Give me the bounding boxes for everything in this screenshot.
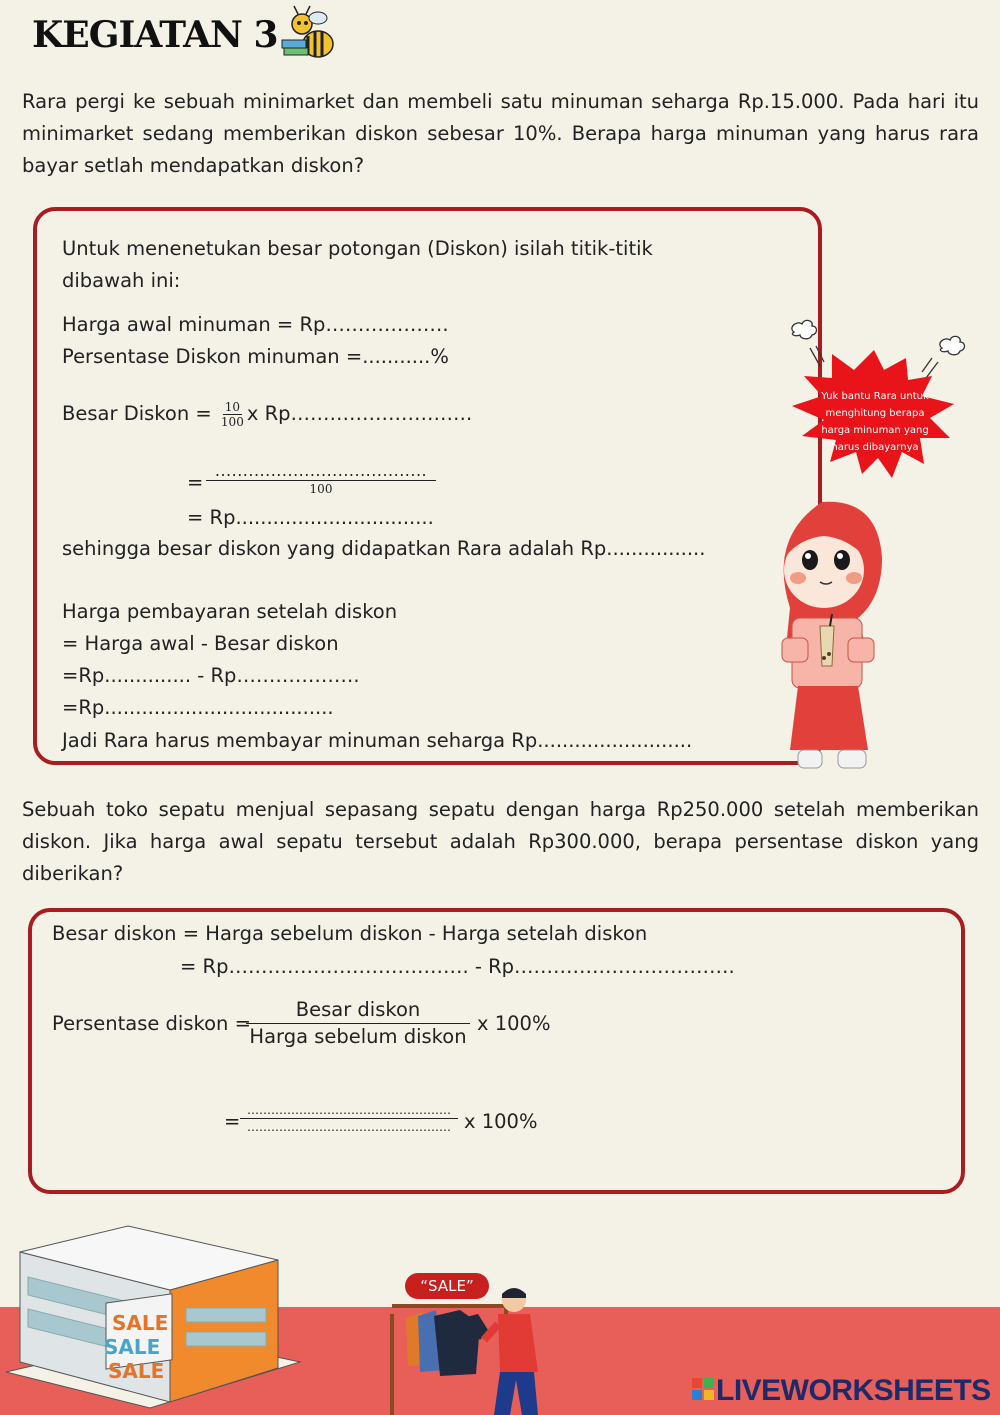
formula-line: = Harga awal - Besar diskon xyxy=(62,632,339,655)
persentase-label: Persentase diskon = xyxy=(52,1012,251,1035)
intro-paragraph: Rara pergi ke sebuah minimarket dan membeli satu minuman seharga Rp.15.000. Pada hari itu minimarket sedang memberikan diskon sebesar 10%. Berapa harga minuman yang harus rara bayar setlah mendapatkan diskon? xyxy=(22,90,979,177)
eq-denominator: 100 xyxy=(309,482,333,496)
besar-diskon-tail: x Rp………………………. xyxy=(246,402,473,425)
besar-diskon-label: Besar Diskon = xyxy=(62,402,212,425)
besar-diskon-formula: Besar diskon = Harga sebelum diskon - Harga setelah diskon xyxy=(52,922,648,945)
answer-box-2 xyxy=(28,908,965,1194)
eq-rp-line[interactable]: = Rp................................ xyxy=(187,506,434,529)
instruction-text: Untuk menenetukan besar potongan (Diskon) isilah titik-titik dibawah ini: xyxy=(62,237,653,292)
harga-awal-line[interactable]: Harga awal minuman = Rp………………. xyxy=(62,313,449,336)
calc-line-2[interactable]: =Rp..................................... xyxy=(62,696,334,719)
eq2-denominator[interactable]: …………………………………………… xyxy=(247,1120,451,1134)
clothing-rack-illustration xyxy=(388,1284,548,1415)
fraction-10-100: $\frac{10}{100}$ xyxy=(220,400,244,429)
eq-fraction[interactable] xyxy=(206,462,436,497)
problem2-paragraph: Sebuah toko sepatu menjual sepasang sepatu dengan harga Rp250.000 setelah memberikan diskon. Jika harga awal sepatu tersebut adalah Rp300.000, berapa persentase diskon yang diberikan? xyxy=(22,798,979,885)
liveworksheets-logo-icon xyxy=(692,1378,714,1402)
eq2-times-100: x 100% xyxy=(464,1110,538,1133)
eq2-fraction[interactable] xyxy=(240,1102,458,1135)
calc-line-1[interactable]: =Rp.............. - Rp………………. xyxy=(62,664,360,687)
fraction-denominator: Harga sebelum diskon xyxy=(249,1025,467,1048)
svg-text:SALE: SALE xyxy=(104,1335,161,1359)
svg-text:SALE: SALE xyxy=(108,1359,165,1383)
bee-icon xyxy=(278,4,336,68)
jadi-line[interactable]: Jadi Rara harus membayar minuman seharga Rp......................... xyxy=(62,729,693,752)
eq-equals: = xyxy=(187,471,204,494)
girl-character-illustration xyxy=(762,498,888,774)
speech-burst-text: Yuk bantu Rara untuk menghitung berapa harga minuman yang harus dibayarnya xyxy=(821,391,929,453)
eq2-numerator[interactable]: …………………………………………… xyxy=(240,1102,458,1119)
sale-tag: “SALE” xyxy=(405,1273,489,1299)
page-title: KEGIATAN 3 xyxy=(32,14,278,56)
harga-pembayaran-heading: Harga pembayaran setelah diskon xyxy=(62,600,398,623)
besar-diskon-calc[interactable]: = Rp………………………………. - Rp……………………………. xyxy=(180,955,735,978)
eq-numerator[interactable]: ...................................... xyxy=(206,462,436,481)
logo-prefix xyxy=(690,1400,691,1401)
fraction-numerator: Besar diskon xyxy=(246,997,470,1024)
persentase-fraction xyxy=(246,997,470,1050)
liveworksheets-brand[interactable]: LIVEWORKSHEETS xyxy=(716,1374,991,1407)
persentase-line[interactable]: Persentase Diskon minuman =...........% xyxy=(62,345,449,368)
store-building-illustration xyxy=(0,1222,310,1412)
times-100: x 100% xyxy=(477,1012,551,1035)
sehingga-line[interactable]: sehingga besar diskon yang didapatkan Rara adalah Rp................ xyxy=(62,537,706,560)
building-sign-text: SALE xyxy=(112,1311,169,1335)
eq2-equals: = xyxy=(224,1110,241,1133)
besar-diskon-line[interactable] xyxy=(62,400,472,429)
